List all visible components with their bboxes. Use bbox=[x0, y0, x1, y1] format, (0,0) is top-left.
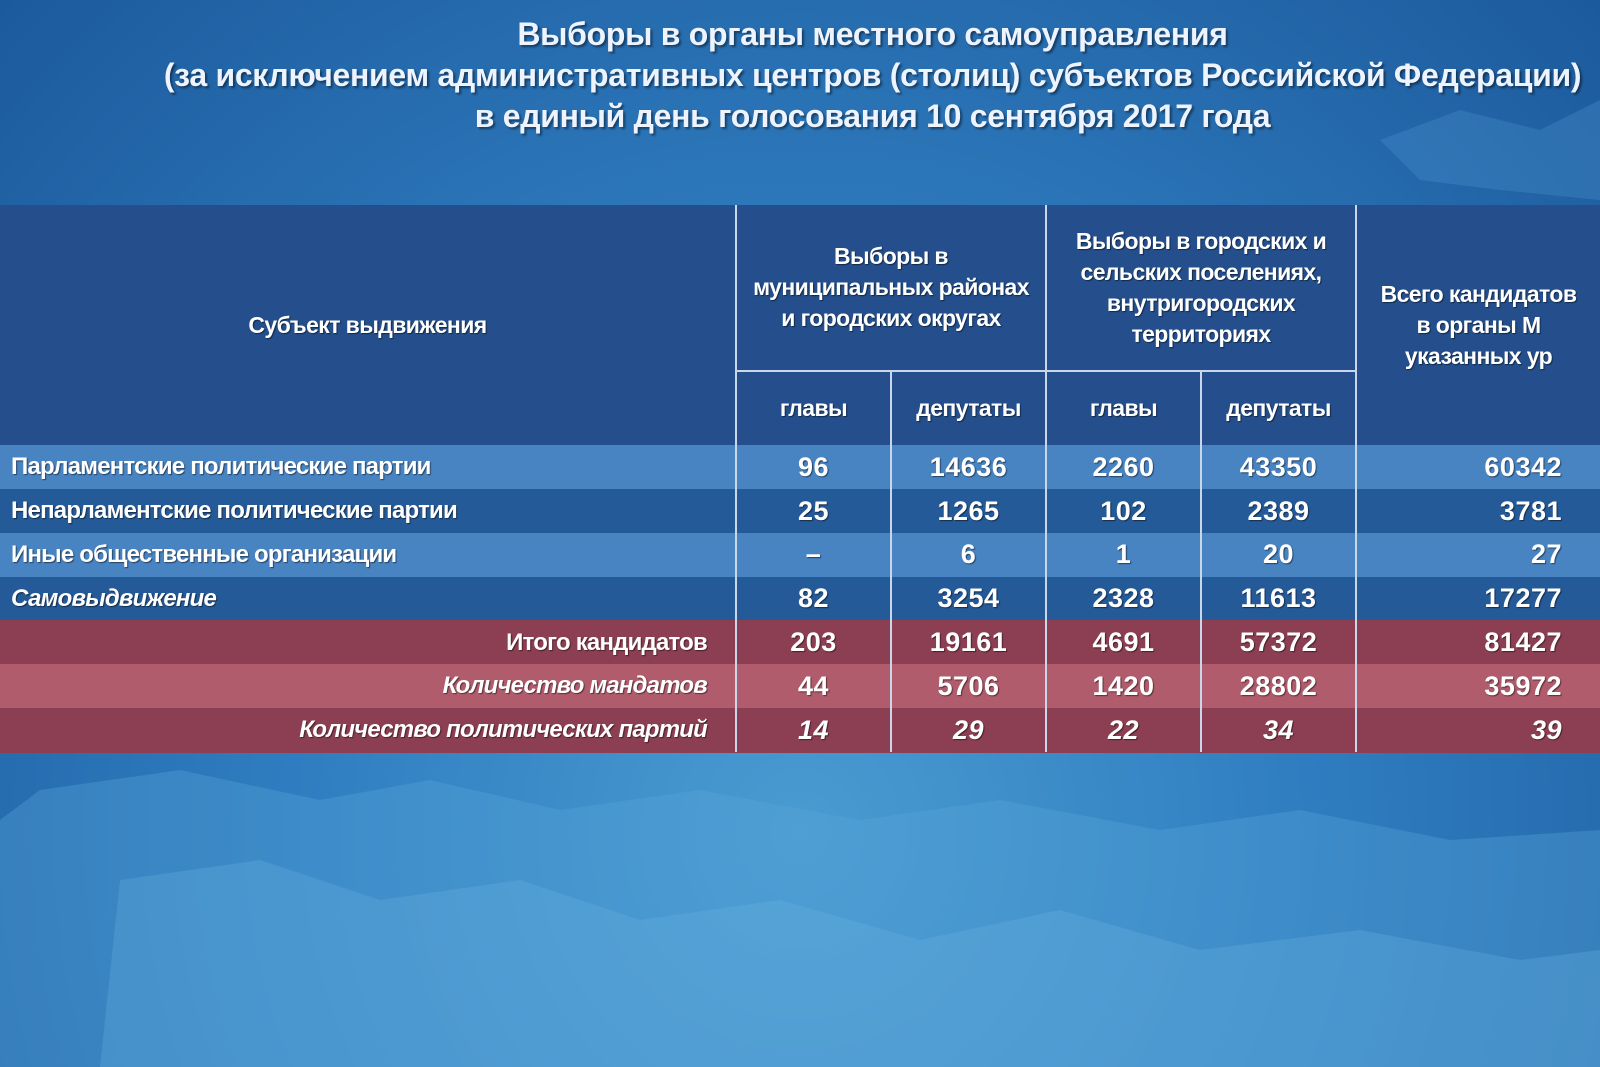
subheader-deputies-1: депутаты bbox=[916, 395, 1021, 421]
row-label: Парламентские политические партии bbox=[11, 453, 431, 481]
header-subject: Субъект выдвижения bbox=[248, 311, 487, 338]
table-cell: 4691 bbox=[1092, 627, 1155, 658]
header-total bbox=[1357, 205, 1600, 445]
table-cell: 39 bbox=[1530, 714, 1562, 745]
table-cell: 3781 bbox=[1499, 495, 1562, 526]
title-line-3: в единый день голосования 10 сентября 2017 года bbox=[474, 98, 1271, 134]
table-row bbox=[0, 708, 1600, 752]
row-label: Непарламентские политические партии bbox=[11, 497, 457, 525]
table-cell: 6 bbox=[960, 539, 977, 570]
table-cell: 57372 bbox=[1239, 627, 1318, 658]
row-label: Иные общественные организации bbox=[11, 540, 397, 568]
table-cell: – bbox=[805, 539, 822, 570]
table-cell: 44 bbox=[797, 670, 830, 701]
subheader-deputies-2: депутаты bbox=[1226, 395, 1331, 421]
title-line-2: (за исключением административных центров (столиц) субъектов Российской Федерации) bbox=[163, 57, 1582, 93]
table-cell: 17277 bbox=[1484, 583, 1562, 614]
header-total-line-2: в органы М bbox=[1416, 311, 1541, 338]
header-group-settlements: Выборы в городских и сельских поселениях, внутригородских территориях bbox=[1075, 227, 1327, 347]
table-cell: 25 bbox=[797, 495, 830, 526]
table-cell: 81427 bbox=[1484, 627, 1562, 658]
table-cell: 2389 bbox=[1247, 495, 1310, 526]
table-cell: 22 bbox=[1107, 714, 1140, 745]
table-cell: 2260 bbox=[1092, 451, 1155, 482]
column-divider bbox=[890, 370, 892, 752]
header-group-municipal-wide: Выборы в муниципальных районах и городских округах bbox=[753, 243, 1029, 331]
table-row bbox=[0, 445, 1600, 489]
table-cell: 28802 bbox=[1239, 670, 1318, 701]
table-cell: 27 bbox=[1530, 539, 1562, 570]
table-cell: 1 bbox=[1115, 539, 1132, 570]
table-cell: 43350 bbox=[1239, 451, 1318, 482]
table-cell: 82 bbox=[797, 583, 830, 614]
table-cell: 14636 bbox=[929, 451, 1008, 482]
header-total-line-3: указанных ур bbox=[1404, 342, 1553, 369]
row-label: Итого кандидатов bbox=[506, 628, 707, 656]
table-cell: 3254 bbox=[937, 583, 1000, 614]
table-cell: 102 bbox=[1100, 495, 1147, 526]
table-cell: 5706 bbox=[937, 670, 1000, 701]
row-label: Количество политических партий bbox=[299, 716, 707, 744]
row-label: Самовыдвижение bbox=[11, 584, 216, 612]
table-row bbox=[0, 664, 1600, 708]
table-cell: 96 bbox=[797, 451, 830, 482]
column-divider bbox=[1045, 205, 1047, 752]
table-cell: 29 bbox=[952, 714, 985, 745]
page-title bbox=[150, 14, 1595, 137]
header-divider bbox=[735, 370, 1355, 372]
table-cell: 1265 bbox=[937, 495, 1000, 526]
table-row bbox=[0, 577, 1600, 621]
row-label: Количество мандатов bbox=[442, 672, 707, 700]
subheader-heads-1: главы bbox=[779, 395, 848, 421]
table-cell: 20 bbox=[1262, 539, 1295, 570]
title-line-1: Выборы в органы местного самоуправления bbox=[517, 16, 1228, 52]
table-row bbox=[0, 620, 1600, 664]
table-cell: 35972 bbox=[1484, 670, 1562, 701]
table-cell: 1420 bbox=[1092, 670, 1155, 701]
table-cell: 19161 bbox=[929, 627, 1008, 658]
column-divider bbox=[1200, 370, 1202, 752]
table-row bbox=[0, 489, 1600, 533]
subheader-heads-2: главы bbox=[1089, 395, 1158, 421]
table-cell: 34 bbox=[1262, 714, 1295, 745]
table-cell: 11613 bbox=[1240, 583, 1317, 614]
table-cell: 2328 bbox=[1092, 583, 1155, 614]
column-divider bbox=[735, 205, 737, 752]
table-cell: 14 bbox=[797, 714, 830, 745]
table-row bbox=[0, 533, 1600, 577]
table-cell: 60342 bbox=[1484, 451, 1562, 482]
table-cell: 203 bbox=[790, 627, 837, 658]
column-divider bbox=[1355, 205, 1357, 752]
candidates-table bbox=[0, 205, 1600, 752]
header-total-line-1: Всего кандидатов bbox=[1380, 280, 1577, 307]
